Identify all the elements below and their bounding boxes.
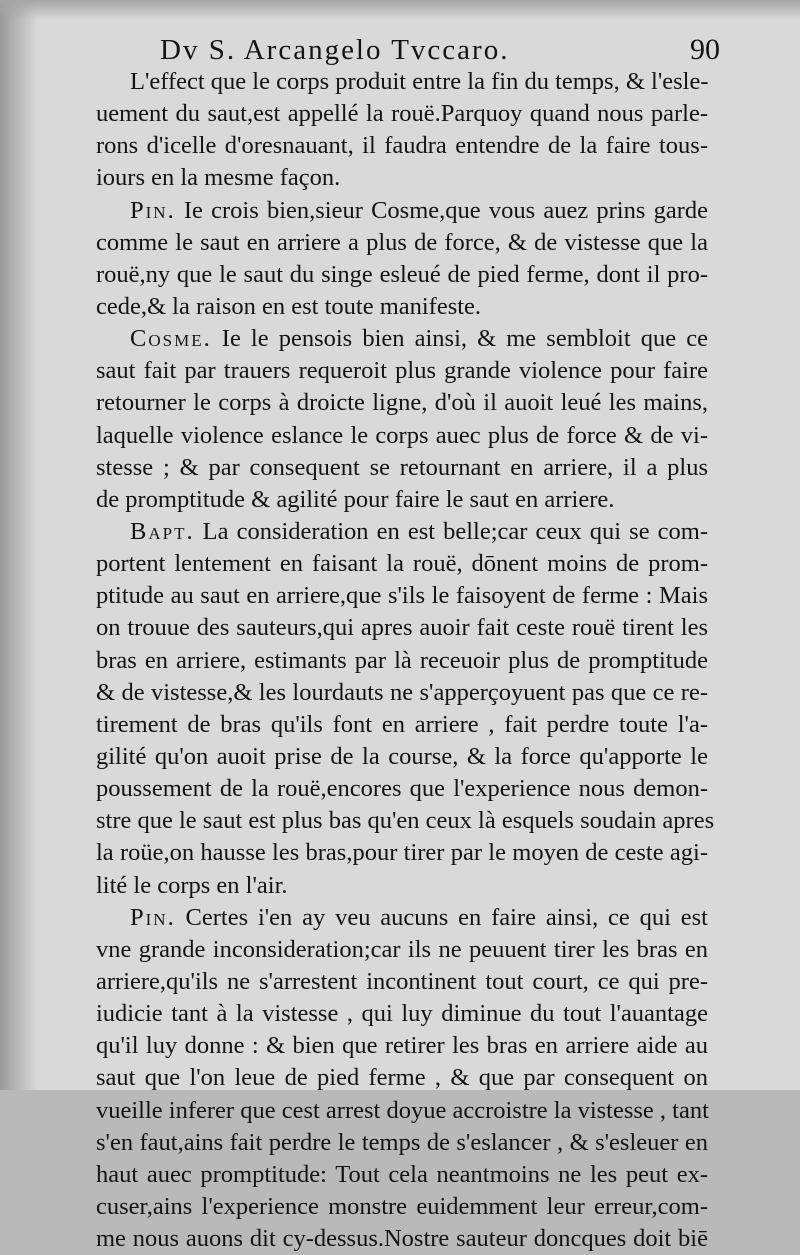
text-line xyxy=(96,966,708,998)
line-text: retourner le corps à droicte ligne, d'où il auoit leué les mains, xyxy=(96,389,708,417)
text-line xyxy=(96,645,708,677)
line-text: uement du saut,est appellé la rouë.Parquoy quand nous parle- xyxy=(96,100,708,128)
text-line xyxy=(96,1030,708,1062)
text-line xyxy=(96,162,708,194)
line-text: cede,& la raison en est toute manifeste. xyxy=(96,292,482,320)
line-text: saut fait par trauers requeroit plus grande violence pour faire xyxy=(96,357,708,385)
text-line xyxy=(96,773,708,805)
text-line xyxy=(96,195,708,227)
speaker-name: Pin. xyxy=(130,196,176,224)
page-number: 90 xyxy=(690,33,720,66)
text-line xyxy=(96,870,708,902)
text-line xyxy=(96,902,708,934)
text-line xyxy=(96,227,708,259)
text-line xyxy=(96,420,708,452)
line-text: poussement de la rouë,encores que l'experience nous demon- xyxy=(96,775,708,803)
line-text: rons d'icelle d'oresnauant, il faudra entendre de la faire tous- xyxy=(96,132,708,160)
running-head: Dv S. Arcangelo Tvccaro. xyxy=(160,34,510,66)
text-line xyxy=(96,580,708,612)
speaker-name: Pin. xyxy=(130,903,176,931)
page-top-shadow xyxy=(0,0,800,20)
page-gutter-shadow xyxy=(0,0,38,1090)
line-text: cuser,ains l'experience monstre euidemment leur erreur,com- xyxy=(96,1192,708,1220)
line-text: qu'il luy donne : & bien que retirer les bras en arriere aide au xyxy=(96,1032,708,1060)
line-text: arriere,qu'ils ne s'arrestent incontinent tout court, ce qui pre- xyxy=(96,967,708,995)
text-line xyxy=(96,355,708,387)
text-line xyxy=(96,130,708,162)
text-line xyxy=(96,741,708,773)
line-text: laquelle violence eslance le corps auec plus de force & de vi- xyxy=(96,421,708,449)
line-text: rouë,ny que le saut du singe esleué de pied ferme, dont il pro- xyxy=(96,260,708,288)
text-line xyxy=(96,1062,708,1094)
line-text: la roüe,on hausse les bras,pour tirer par le moyen de ceste agi- xyxy=(96,839,708,867)
speaker-name: Bapt. xyxy=(130,517,195,545)
text-line xyxy=(96,1159,708,1191)
line-text: saut que l'on leue de pied ferme , & que par consequent on xyxy=(96,1064,708,1092)
line-text: ptitude au saut en arriere,que s'ils le faisoyent de ferme : Mais xyxy=(96,582,708,610)
line-text: vne grande inconsideration;car ils ne peuuent tirer les bras en xyxy=(96,935,708,963)
line-text: me nous auons dit cy-dessus.Nostre sauteur doncques doit biē xyxy=(96,1225,708,1253)
line-text: Ie le pensois bien ainsi, & me sembloit que ce xyxy=(211,325,708,353)
text-line xyxy=(96,291,708,323)
line-text: lité le corps en l'air. xyxy=(96,871,288,899)
text-line xyxy=(96,323,708,355)
text-line xyxy=(96,934,708,966)
line-text: La consideration en est belle;car ceux qui se com- xyxy=(194,517,708,545)
line-text: s'en faut,ains fait perdre le temps de s'eslancer , & s'esleuer en xyxy=(96,1128,708,1156)
line-text: stre que le saut est plus bas qu'en ceux là esquels soudain apres xyxy=(96,807,715,835)
line-text: bras en arriere, estimants par là receuoir plus de promptitude xyxy=(96,646,708,674)
line-text: L'effect que le corps produit entre la fin du temps, & l'esle- xyxy=(130,68,709,95)
line-text: iudicie tant à la vistesse , qui luy diminue du tout l'auantage xyxy=(96,1000,708,1028)
line-text: comme le saut en arriere a plus de force, & de vistesse que la xyxy=(96,228,708,256)
line-text: stesse ; & par consequent se retournant en arriere, il a plus xyxy=(96,453,708,481)
text-line xyxy=(96,1191,708,1223)
text-line xyxy=(96,837,708,869)
text-line xyxy=(96,452,708,484)
speaker-name: Cosme. xyxy=(130,325,212,353)
text-line xyxy=(96,98,708,130)
text-line xyxy=(96,259,708,291)
text-block xyxy=(96,66,715,1255)
text-line xyxy=(96,805,715,837)
text-line xyxy=(96,548,708,580)
text-line xyxy=(96,66,708,98)
text-line xyxy=(96,612,708,644)
line-text: de promptitude & agilité pour faire le saut en arriere. xyxy=(96,485,615,513)
line-text: tirement de bras qu'ils font en arriere , fait perdre toute l'a- xyxy=(96,710,708,738)
text-line xyxy=(96,1127,708,1159)
text-line xyxy=(96,709,708,741)
text-line xyxy=(96,1223,708,1255)
text-line xyxy=(96,387,708,419)
text-line xyxy=(96,677,708,709)
line-text: vueille inferer que cest arrest doyue accroistre la vistesse , tant xyxy=(96,1096,709,1124)
line-text: portent lentement en faisant la rouë, dōnent moins de prom- xyxy=(96,550,708,578)
line-text: iours en la mesme façon. xyxy=(96,164,341,192)
text-line xyxy=(96,484,708,516)
text-line xyxy=(96,998,708,1030)
line-text: Certes i'en ay veu aucuns en faire ainsi, ce qui est xyxy=(175,903,708,931)
line-text: gilité qu'on auoit prise de la course, & la force qu'apporte le xyxy=(96,742,708,770)
line-text: haut auec promptitude: Tout cela neantmoins ne les peut ex- xyxy=(96,1160,708,1188)
line-text: & de vistesse,& les lourdauts ne s'apperçoyuent pas que ce re- xyxy=(96,678,708,706)
line-text: Ie crois bien,sieur Cosme,que vous auez prins garde xyxy=(175,196,708,224)
text-line xyxy=(96,1095,708,1127)
text-line xyxy=(96,516,708,548)
line-text: on trouue des sauteurs,qui apres auoir fait ceste rouë tirent les xyxy=(96,614,708,642)
